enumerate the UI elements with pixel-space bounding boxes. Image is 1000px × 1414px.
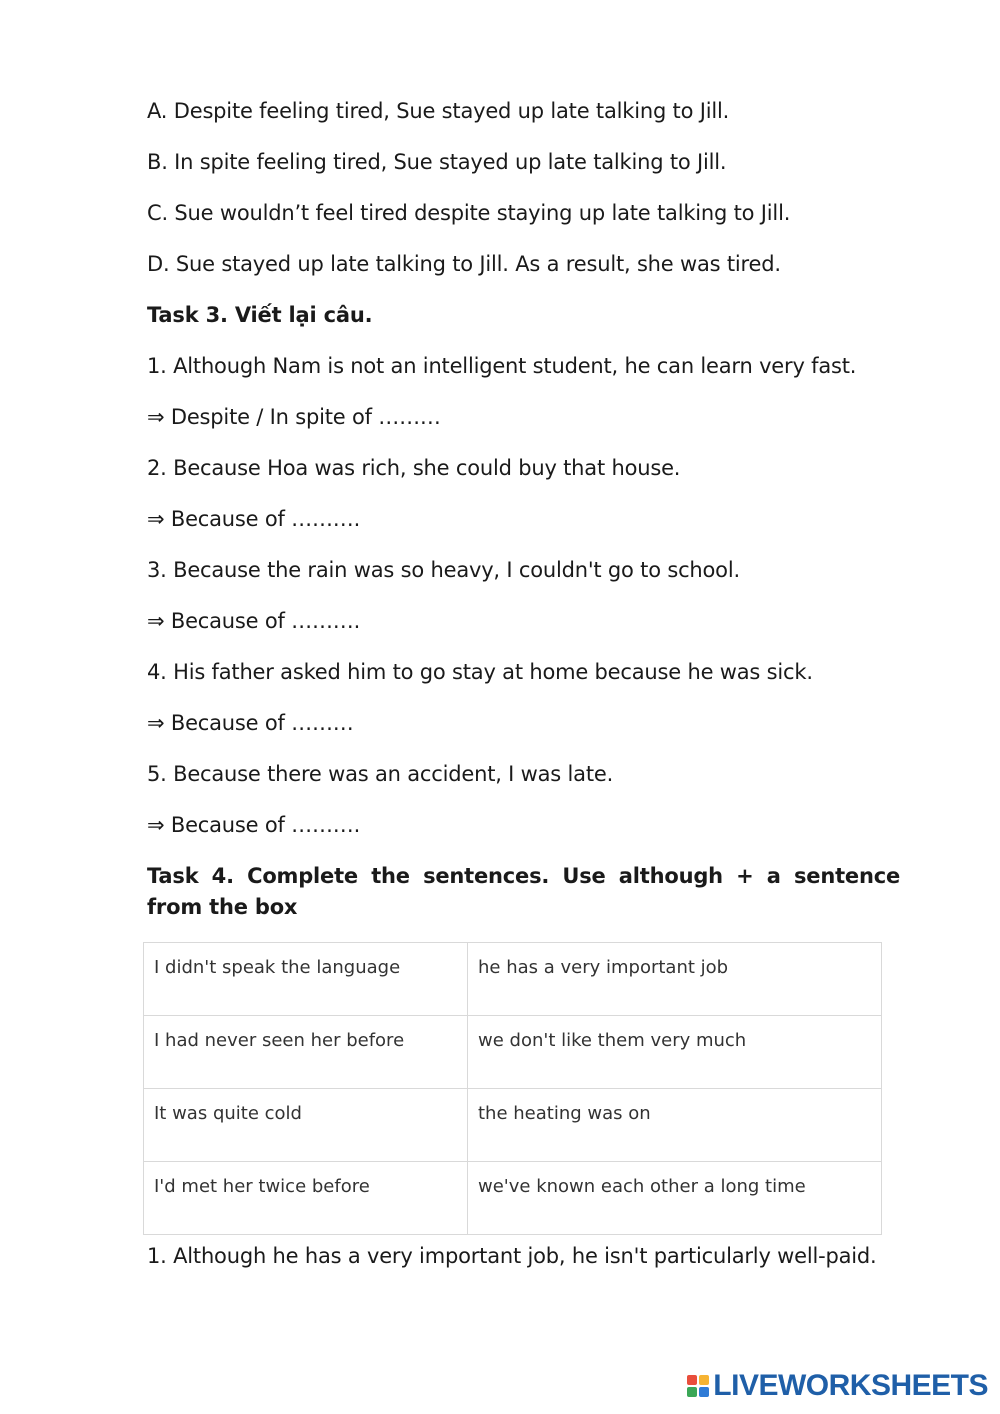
task3-answer: ⇒ Because of ………. xyxy=(147,813,361,837)
table-row xyxy=(144,1089,882,1162)
task3-item: 2. Because Hoa was rich, she could buy that house. xyxy=(147,456,681,480)
task3-item: 5. Because there was an accident, I was late. xyxy=(147,762,614,786)
liveworksheets-logo xyxy=(687,1368,988,1404)
option-a: A. Despite feeling tired, Sue stayed up late talking to Jill. xyxy=(147,99,730,123)
table-cell: I had never seen her before xyxy=(144,1016,468,1089)
table-row xyxy=(144,943,882,1016)
table-cell: he has a very important job xyxy=(468,943,882,1016)
task3-answer: ⇒ Because of ………. xyxy=(147,507,361,531)
task3-item: 3. Because the rain was so heavy, I couldn't go to school. xyxy=(147,558,740,582)
option-b: B. In spite feeling tired, Sue stayed up late talking to Jill. xyxy=(147,150,727,174)
task4-example: 1. Although he has a very important job, he isn't particularly well-paid. xyxy=(147,1244,877,1268)
task4-heading: Task 4. Complete the sentences. Use although + a sentence from the box xyxy=(147,864,900,919)
task3-item: 1. Although Nam is not an intelligent student, he can learn very fast. xyxy=(147,354,857,378)
table-cell: we don't like them very much xyxy=(468,1016,882,1089)
table-cell: I didn't speak the language xyxy=(144,943,468,1016)
table-cell: I'd met her twice before xyxy=(144,1162,468,1235)
sentence-box-table xyxy=(143,942,882,1235)
option-c: C. Sue wouldn’t feel tired despite staying up late talking to Jill. xyxy=(147,201,791,225)
option-d: D. Sue stayed up late talking to Jill. As a result, she was tired. xyxy=(147,252,781,276)
task3-answer: ⇒ Because of ………. xyxy=(147,609,361,633)
task3-answer: ⇒ Despite / In spite of ……… xyxy=(147,405,441,429)
task3-item: 4. His father asked him to go stay at home because he was sick. xyxy=(147,660,813,684)
table-row xyxy=(144,1162,882,1235)
table-cell: we've known each other a long time xyxy=(468,1162,882,1235)
task3-heading: Task 3. Viết lại câu. xyxy=(147,303,373,327)
task3-answer: ⇒ Because of ……… xyxy=(147,711,354,735)
table-cell: the heating was on xyxy=(468,1089,882,1162)
table-cell: It was quite cold xyxy=(144,1089,468,1162)
logo-text: LIVEWORKSHEETS xyxy=(713,1369,988,1402)
logo-mark-icon xyxy=(687,1375,709,1397)
table-row xyxy=(144,1016,882,1089)
